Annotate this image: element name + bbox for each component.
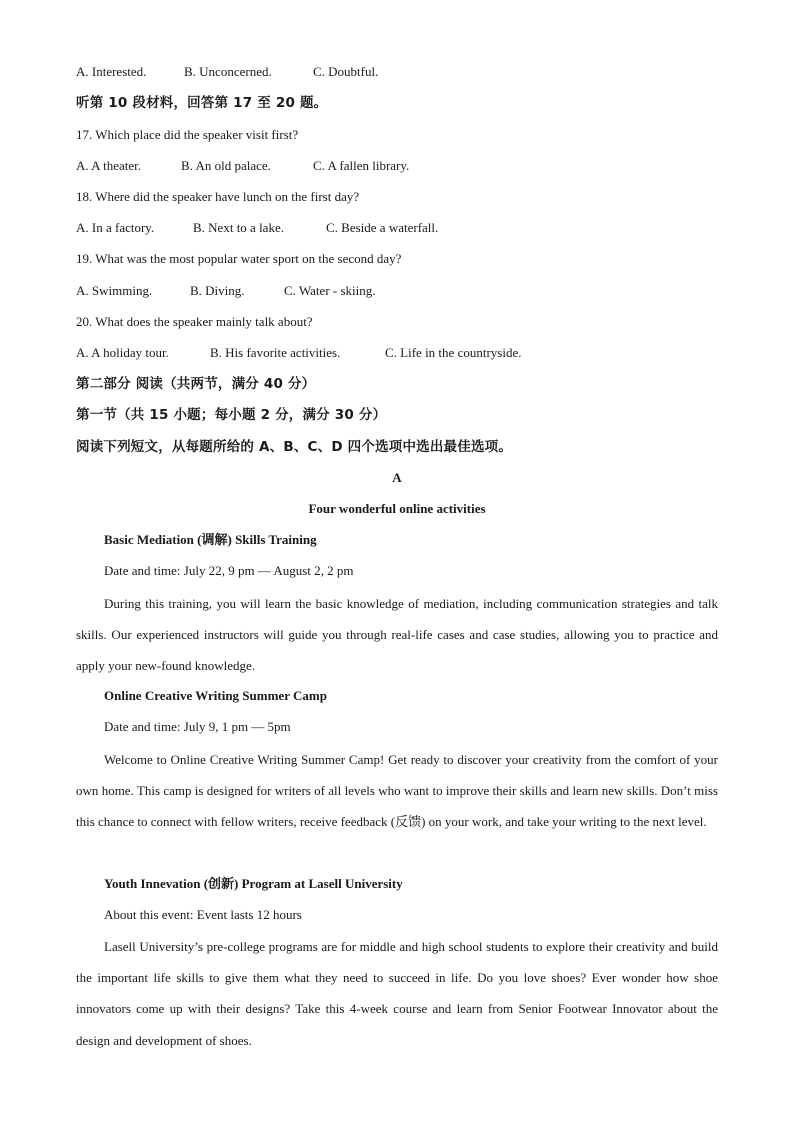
- q19-options: [76, 282, 376, 300]
- q17-option-c: C. A fallen library.: [313, 158, 410, 173]
- q18-option-b: B. Next to a lake.: [193, 220, 284, 235]
- reading-instruction: 阅读下列短文，从每题所给的 A、B、C、D 四个选项中选出最佳选项。: [76, 439, 513, 455]
- q17-stem: 17. Which place did the speaker visit first?: [76, 127, 299, 142]
- q16-option-a: A. Interested.: [76, 64, 147, 79]
- q16-option-b: B. Unconcerned.: [184, 64, 272, 79]
- activity-3-time: About this event: Event lasts 12 hours: [104, 907, 302, 922]
- q18-option-c: C. Beside a waterfall.: [326, 220, 439, 235]
- q20-options: [76, 344, 521, 362]
- section10-heading: 听第 10 段材料，回答第 17 至 20 题。: [76, 95, 328, 111]
- passage-title: Four wonderful online activities: [308, 501, 486, 516]
- activity-2-title: Online Creative Writing Summer Camp: [104, 688, 327, 703]
- q20-option-c: C. Life in the countryside.: [385, 345, 522, 360]
- q19-stem: 19. What was the most popular water sport on the second day?: [76, 251, 402, 266]
- q18-stem: 18. Where did the speaker have lunch on the first day?: [76, 189, 360, 204]
- activity-3-title: Youth Innevation (创新) Program at Lasell University: [104, 876, 403, 891]
- q19-option-b: B. Diving.: [190, 283, 245, 298]
- q17-options: [76, 157, 409, 175]
- activity-2-description: Welcome to Online Creative Writing Summer Camp! Get ready to discover your creativity from the comfort of your own home. This camp is designed for writers of all levels who want to improve their skills and learn new skills. Don’t miss this chance to connect with fellow writers, receive feedback (反馈) on your work, and take your writing to the next level.: [76, 752, 718, 830]
- q19-option-c: C. Water - skiing.: [284, 283, 376, 298]
- q20-option-b: B. His favorite activities.: [210, 345, 341, 360]
- activity-3-description: Lasell University’s pre-college programs are for middle and high school students to explore their creativity and build the important life skills to give them what they need to succeed in life. Do you love shoes? Ever wonder how shoe innovators come up with their designs? Take this 4-week course and learn from Senior Footwear Innovator about the design and development of shoes.: [76, 939, 718, 1048]
- section1-heading: 第一节（共 15 小题；每小题 2 分，满分 30 分）: [76, 407, 387, 423]
- q20-option-a: A. A holiday tour.: [76, 345, 169, 360]
- part2-heading: 第二部分 阅读（共两节，满分 40 分）: [76, 376, 316, 392]
- passage-letter: A: [392, 470, 402, 485]
- q18-options: [76, 219, 438, 237]
- activity-1-title: Basic Mediation (调解) Skills Training: [104, 532, 317, 547]
- q20-stem: 20. What does the speaker mainly talk about?: [76, 314, 313, 329]
- q16-options: [76, 63, 378, 81]
- activity-1-description: During this training, you will learn the basic knowledge of mediation, including communication strategies and talk skills. Our experienced instructors will guide you through real-life cases and case studies, allowing you to practice and apply your new-found knowledge.: [76, 596, 718, 674]
- activity-2-time: Date and time: July 9, 1 pm — 5pm: [104, 719, 291, 734]
- q19-option-a: A. Swimming.: [76, 283, 153, 298]
- q17-option-b: B. An old palace.: [181, 158, 271, 173]
- q17-option-a: A. A theater.: [76, 158, 141, 173]
- q16-option-c: C. Doubtful.: [313, 64, 379, 79]
- q18-option-a: A. In a factory.: [76, 220, 155, 235]
- activity-1-time: Date and time: July 22, 9 pm — August 2, 2 pm: [104, 563, 354, 578]
